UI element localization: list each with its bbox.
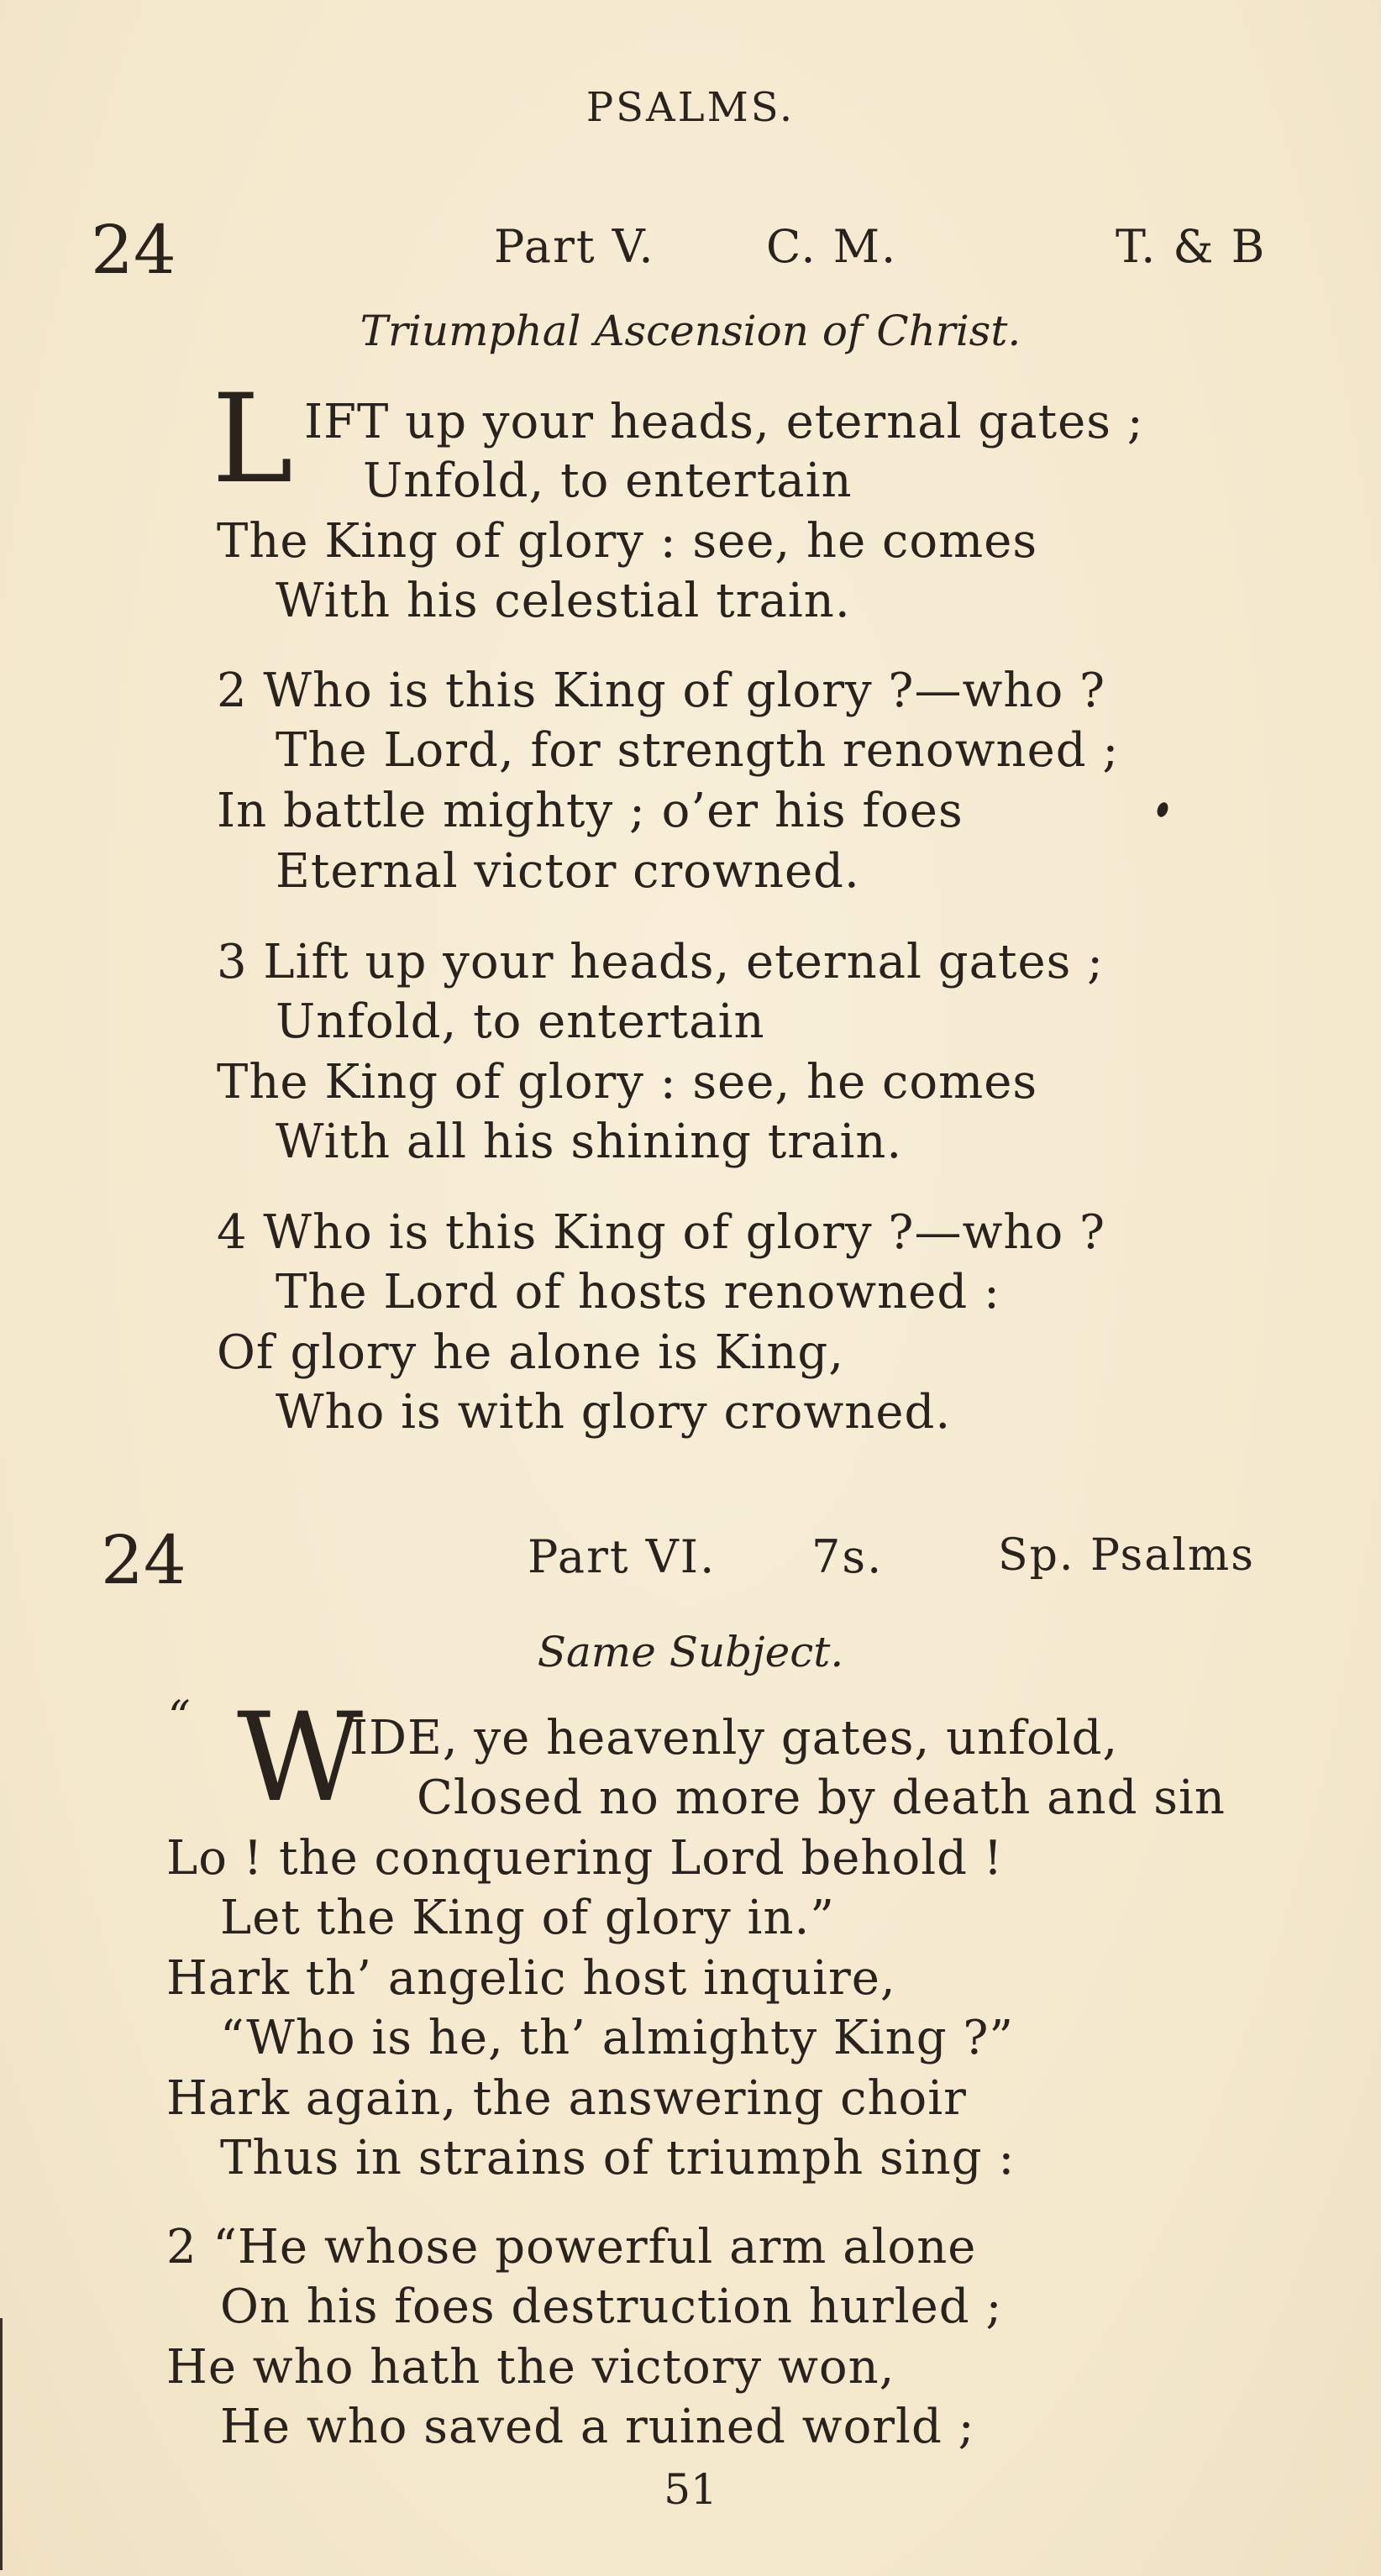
verse-line: 2 “He whose powerful arm alone <box>166 2220 977 2274</box>
verse-line: “Who is he, th’ almighty King ?” <box>220 2011 1015 2065</box>
hymn-title: Triumphal Ascension of Christ. <box>360 307 1021 355</box>
verse-line: The Lord of hosts renowned : <box>276 1265 1000 1319</box>
verse-line: Unfold, to entertain <box>276 994 765 1049</box>
verse-line: He who hath the victory won, <box>166 2340 895 2395</box>
hymn-tune: T. & B <box>1116 220 1267 273</box>
verse-line: Lo ! the conquering Lord behold ! <box>166 1831 1004 1886</box>
hymn-title: Same Subject. <box>537 1628 844 1676</box>
page-edge-mark <box>0 2318 3 2570</box>
hymn-tune: Sp. Psalms <box>998 1530 1255 1581</box>
verse-line: Unfold, to entertain <box>363 454 853 508</box>
hymn-meter: 7s. <box>811 1530 884 1583</box>
verse-line: With his celestial train. <box>276 574 851 628</box>
verse-line: Hark again, the answering choir <box>166 2071 967 2126</box>
verse-line: 3 Lift up your heads, eternal gates ; <box>217 935 1105 989</box>
verse-line: IDE, ye heavenly gates, unfold, <box>349 1711 1119 1765</box>
verse-line: He who saved a ruined world ; <box>220 2400 975 2454</box>
hymn-meter: C. M. <box>766 220 898 273</box>
verse-line: The King of glory : see, he comes <box>217 1055 1038 1110</box>
drop-cap: W <box>237 1687 364 1829</box>
verse-line: Let the King of glory in.” <box>220 1891 835 1945</box>
verse-line: 2 Who is this King of glory ?—who ? <box>217 664 1105 718</box>
verse-line: Thus in strains of triumph sing : <box>220 2131 1016 2185</box>
verse-line: Closed no more by death and sin <box>417 1771 1226 1825</box>
hymn-number: 24 <box>91 211 176 289</box>
verse-line: 4 Who is this King of glory ?—who ? <box>217 1205 1105 1260</box>
hymn-part: Part VI. <box>528 1530 717 1583</box>
verse-line: The Lord, for strength renowned ; <box>276 723 1120 778</box>
verse-line: In battle mighty ; o’er his foes <box>217 784 964 838</box>
verse-line: With all his shining train. <box>276 1115 903 1169</box>
page-number: 51 <box>664 2465 717 2514</box>
hymn-part: Part V. <box>494 220 655 273</box>
running-head: PSALMS. <box>585 84 796 131</box>
verse-line: IFT up your heads, eternal gates ; <box>304 395 1144 449</box>
hymn-number: 24 <box>101 1521 186 1599</box>
verse-line: Eternal victor crowned. <box>276 844 860 899</box>
verse-line: Of glory he alone is King, <box>217 1325 845 1380</box>
verse-line: Who is with glory crowned. <box>276 1385 952 1440</box>
verse-line: The King of glory : see, he comes <box>217 514 1038 569</box>
verse-line: On his foes destruction hurled ; <box>220 2280 1003 2334</box>
drop-cap: L <box>212 368 293 511</box>
opening-quote: “ <box>168 1692 191 1743</box>
verse-line: Hark th’ angelic host inquire, <box>166 1951 896 2006</box>
